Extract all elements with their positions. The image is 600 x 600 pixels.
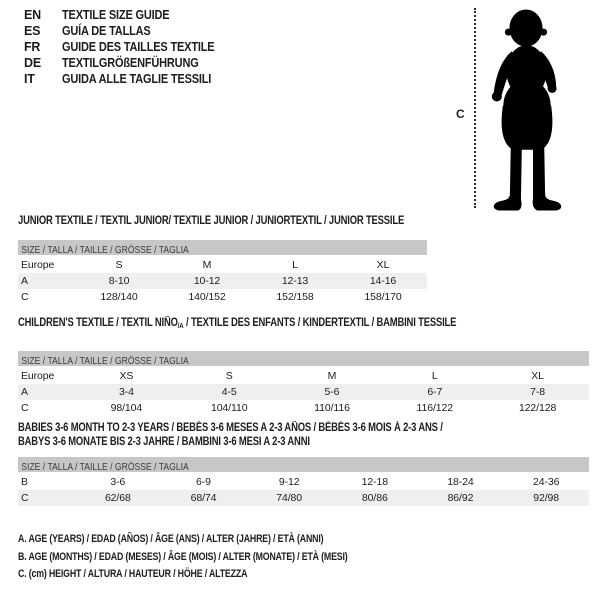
data-cell: 3-6 [110, 476, 126, 488]
data-cell: 116/122 [416, 402, 454, 414]
children-title [18, 316, 486, 333]
babies-size-table [18, 474, 589, 506]
data-cell: 122/128 [518, 402, 557, 414]
size-header-label: SIZE / TALLA / TAILLE / GRÖSSE / TAGLIA [21, 355, 189, 367]
data-cell: 62/68 [104, 492, 131, 504]
junior-size-table [18, 257, 427, 305]
babies-title-line1: BABIES 3-6 MONTH TO 2-3 YEARS / BEBÉS 3-6 MESES A 2-3 AÑOS / BÉBÉS 3-6 MOIS À 2-3 ANS / [18, 422, 443, 434]
data-cell: 74/80 [276, 492, 303, 504]
baby-silhouette-icon [480, 5, 574, 211]
row-label-cell: C [21, 402, 29, 414]
data-cell: 5-6 [324, 386, 340, 398]
language-label: TEXTILGRÖßENFÜHRUNG [62, 56, 199, 70]
data-cell: 24-36 [532, 476, 560, 488]
size-header-label: SIZE / TALLA / TAILLE / GRÖSSE / TAGLIA [21, 461, 189, 473]
data-cell: 4-5 [221, 386, 237, 398]
column-header-cell: XS [119, 370, 134, 382]
children-row-height [18, 400, 589, 416]
data-cell: 8-10 [108, 275, 130, 287]
babies-section [18, 421, 589, 506]
row-label-cell: C [21, 291, 29, 303]
column-header-cell: L [431, 370, 438, 382]
language-label: TEXTILE SIZE GUIDE [62, 8, 170, 22]
column-header-cell: L [292, 259, 298, 271]
data-cell: 152/158 [276, 291, 314, 303]
column-header-cell: XL [376, 259, 390, 271]
column-header-cell: Europe [21, 259, 55, 271]
column-header-cell: Europe [21, 370, 55, 382]
language-code: ES [24, 24, 41, 38]
junior-size-header-bar [18, 240, 427, 255]
junior-row-age [18, 273, 427, 289]
row-label-cell: A [21, 386, 28, 398]
language-code: DE [24, 56, 41, 70]
data-cell: 10-12 [193, 275, 221, 287]
junior-row-height [18, 289, 427, 305]
language-label: GUÍA DE TALLAS [62, 24, 151, 38]
data-cell: 12-13 [281, 275, 309, 287]
language-list [24, 7, 235, 87]
column-header-cell: XL [531, 370, 544, 382]
children-size-table [18, 368, 589, 416]
row-label-cell: C [21, 492, 29, 504]
babies-size-header-bar [18, 457, 589, 472]
junior-column-header-row [18, 257, 427, 273]
row-label-cell: A [21, 275, 28, 287]
language-label: GUIDE DES TAILLES TEXTILE [62, 40, 215, 54]
data-cell: 140/152 [188, 291, 226, 303]
children-column-header-row [18, 368, 589, 384]
data-cell: 80/86 [361, 492, 388, 504]
data-cell: 18-24 [447, 476, 474, 488]
data-cell: 158/170 [364, 291, 402, 303]
language-label: GUIDA ALLE TAGLIE TESSILI [62, 72, 212, 86]
note-line: B. AGE (MONTHS) / EDAD (MESES) / ÂGE (MOIS) / ALTER (MONATE) / ETÀ (MESI) [18, 550, 348, 563]
babies-row-months [18, 474, 589, 490]
babies-title-line2: BABYS 3-6 MONATE BIS 2-3 JAHRE / BAMBINI 3-6 MESI A 2-3 ANNI [18, 436, 310, 448]
data-cell: 98/104 [110, 402, 143, 414]
data-cell: 68/74 [190, 492, 217, 504]
height-dotted-line [474, 8, 476, 208]
data-cell: 92/98 [533, 492, 560, 504]
language-code: EN [24, 8, 41, 22]
junior-section [18, 214, 427, 305]
babies-row-height [18, 490, 589, 506]
children-section [18, 316, 589, 416]
data-cell: 12-18 [361, 476, 388, 488]
column-header-cell: M [202, 259, 212, 271]
data-cell: 104/110 [210, 402, 248, 414]
height-c-label: C [456, 107, 465, 121]
children-title-subscript: /A [177, 321, 184, 330]
children-title-text: CHILDREN'S TEXTILE / TEXTIL NIÑO [18, 317, 178, 329]
data-cell: 6-7 [427, 386, 443, 398]
size-header-label: SIZE / TALLA / TAILLE / GRÖSSE / TAGLIA [21, 244, 189, 256]
data-cell: 14-16 [369, 275, 397, 287]
language-code: IT [24, 72, 35, 86]
column-header-cell: S [225, 370, 233, 382]
children-title-text: / TEXTILE DES ENFANTS / KINDERTEXTIL / BAMBINI TESSILE [183, 317, 457, 329]
row-label-cell: B [21, 476, 28, 488]
data-cell: 9-12 [278, 476, 300, 488]
junior-title: JUNIOR TEXTILE / TEXTIL JUNIOR/ TEXTILE JUNIOR / JUNIORTEXTIL / JUNIOR TESSILE [18, 215, 405, 227]
note-line: A. AGE (YEARS) / EDAD (AÑOS) / ÂGE (ANS) / ALTER (JAHRE) / ETÀ (ANNI) [18, 533, 324, 545]
data-cell: 86/92 [447, 492, 474, 504]
children-row-age [18, 384, 589, 400]
legend-notes [18, 531, 430, 584]
children-size-header-bar [18, 351, 589, 366]
language-code: FR [24, 40, 41, 54]
note-line: C. (cm) HEIGHT / ALTURA / HAUTEUR / HÖHE / ALTEZZA [18, 568, 248, 580]
data-cell: 7-8 [530, 386, 546, 398]
data-cell: 3-4 [118, 386, 134, 398]
data-cell: 128/140 [100, 291, 138, 303]
column-header-cell: M [327, 370, 337, 382]
column-header-cell: S [115, 259, 123, 271]
data-cell: 6-9 [196, 476, 211, 488]
data-cell: 110/116 [314, 402, 350, 414]
